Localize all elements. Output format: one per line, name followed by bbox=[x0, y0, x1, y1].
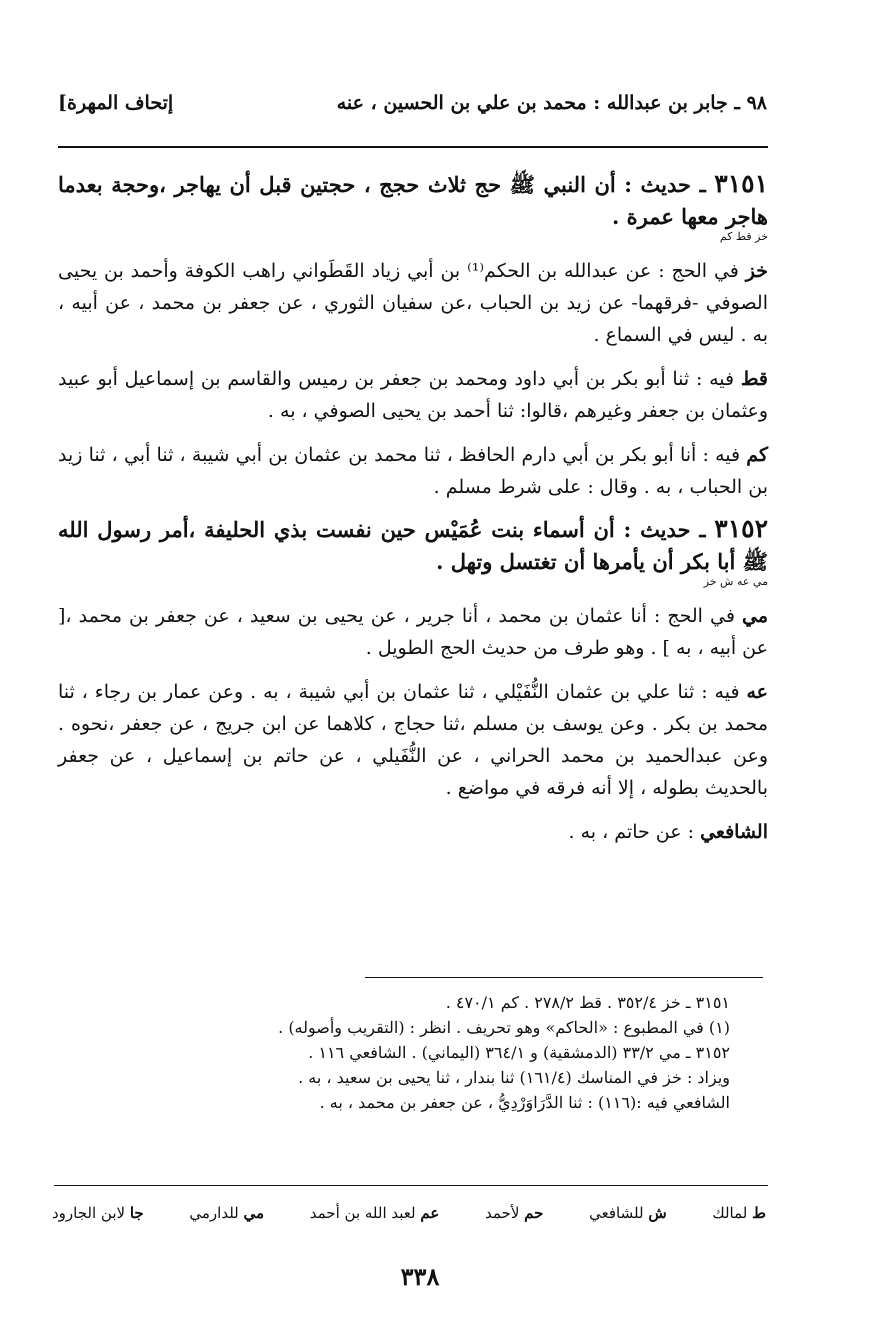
legend-code: ش bbox=[648, 1204, 667, 1222]
chain-text: : عن حاتم ، به . bbox=[568, 821, 695, 843]
source-tag: مي bbox=[742, 605, 769, 627]
hadith-text: ـ حديث : أن أسماء بنت عُمَيْس حين نفست بذي الحليفة ،أمر رسول الله ﷺ أبا بكر أن يأمرها أن تغتسل وتهل . bbox=[58, 517, 768, 574]
header-chapter-title: ٩٨ ـ جابر بن عبدالله : محمد بن علي بن الحسين ، عنه bbox=[336, 92, 767, 114]
hadith-heading bbox=[58, 168, 768, 233]
source-tag: قط bbox=[740, 368, 768, 390]
legend-rule bbox=[54, 1185, 768, 1186]
chain-paragraph bbox=[58, 439, 768, 503]
abbreviation-legend bbox=[52, 1204, 766, 1222]
legend-label: لابن الجارود bbox=[52, 1204, 126, 1222]
legend-label: للدارمي bbox=[189, 1204, 239, 1222]
running-header bbox=[58, 92, 767, 114]
header-rule bbox=[58, 146, 768, 148]
chain-paragraph bbox=[58, 600, 768, 664]
footnote-line: (١) في المطبوع : «الحاكم» وهو تحريف . انظر : (التقريب وأصوله) . bbox=[278, 1018, 730, 1037]
legend-label: لمالك bbox=[712, 1204, 748, 1222]
legend-code: مي bbox=[243, 1204, 265, 1222]
chain-paragraph bbox=[58, 363, 768, 427]
source-codes: مي عه ش خز bbox=[703, 575, 768, 588]
main-text bbox=[58, 168, 768, 848]
footnote-line: ٣١٥١ ـ خز ٣٥٢/٤ . قط ٢٧٨/٢ . كم ٤٧٠/١ . bbox=[445, 993, 730, 1012]
footnote-line: الشافعي فيه :(١١٦) : ثنا الدَّرَاوَرْدِيُّ ، عن جعفر بن محمد ، به . bbox=[319, 1093, 730, 1112]
source-tag: كم bbox=[746, 444, 768, 466]
legend-item bbox=[52, 1204, 144, 1222]
chain-text: في الحج : أنا عثمان بن محمد ، أنا جرير ، عن يحيى بن سعيد ، عن جعفر بن محمد ،[ عن أبيه ، به ] . وهو طرف من حديث الحج الطويل . bbox=[58, 605, 768, 659]
legend-label: لعبد الله بن أحمد bbox=[309, 1204, 416, 1222]
chain-text: فيه : أنا أبو بكر بن أبي دارم الحافظ ، ثنا محمد بن عثمان بن أبي شيبة ، ثنا أبي ، ثنا زيد بن الحباب ، به . وقال : على شرط مسلم . bbox=[58, 444, 768, 498]
footnote-line: ٣١٥٢ ـ مي ٣٣/٢ (الدمشقية) و ٣٦٤/١ (اليماني) . الشافعي ١١٦ . bbox=[308, 1043, 730, 1062]
page-number: ٣٣٨ bbox=[400, 1262, 440, 1291]
footnotes bbox=[190, 990, 730, 1115]
legend-code: جا bbox=[129, 1204, 144, 1222]
legend-code: ط bbox=[752, 1204, 766, 1222]
chain-text: في الحج : عن عبدالله بن الحكم⁽¹⁾ بن أبي زياد القَطَواني راهب الكوفة وأحمد بن يحيى الصوفي -فرقهما- عن زيد بن الحباب ،عن سفيان الثوري ، عن جعفر بن محمد ، عن أبيه ، به . ليس في السماع . bbox=[58, 260, 768, 346]
source-tag: عه bbox=[746, 681, 768, 703]
footnote-line: ويزاد : خز في المناسك (١٦١/٤) ثنا بندار ، ثنا يحيى بن سعيد ، به . bbox=[298, 1068, 730, 1087]
legend-item bbox=[485, 1204, 543, 1222]
legend-item bbox=[589, 1204, 667, 1222]
legend-label: لأحمد bbox=[485, 1204, 520, 1222]
source-tag: خز bbox=[745, 260, 768, 282]
chain-paragraph bbox=[58, 255, 768, 351]
chain-paragraph bbox=[58, 816, 768, 848]
header-book-title: [إتحاف المهرة bbox=[58, 92, 174, 114]
source-tag: الشافعي bbox=[700, 821, 768, 843]
legend-code: عم bbox=[420, 1204, 440, 1222]
source-codes: خز قط كم bbox=[719, 230, 768, 243]
entry-3152 bbox=[58, 513, 768, 848]
legend-item bbox=[310, 1204, 440, 1222]
hadith-heading bbox=[58, 513, 768, 578]
legend-item bbox=[712, 1204, 766, 1222]
chain-text: فيه : ثنا أبو بكر بن أبي داود ومحمد بن جعفر بن رميس والقاسم بن إسماعيل أبو عبيد وعثمان بن جعفر وغيرهم ،قالوا: ثنا أحمد بن يحيى الصوفي ، به . bbox=[58, 368, 768, 422]
hadith-text: ـ حديث : أن النبي ﷺ حج ثلاث حجج ، حجتين قبل أن يهاجر ،وحجة بعدما هاجر معها عمرة . bbox=[58, 172, 768, 229]
entry-3151 bbox=[58, 168, 768, 503]
chain-paragraph bbox=[58, 676, 768, 804]
footnote-rule bbox=[365, 977, 763, 978]
entry-number: ٣١٥١ bbox=[714, 169, 768, 198]
legend-item bbox=[189, 1204, 264, 1222]
entry-number: ٣١٥٢ bbox=[714, 514, 768, 543]
legend-code: حم bbox=[524, 1204, 544, 1222]
legend-label: للشافعي bbox=[589, 1204, 644, 1222]
chain-text: فيه : ثنا علي بن عثمان النُّفَيْلي ، ثنا عثمان بن أبي شيبة ، به . وعن عمار بن رجاء ، ثنا محمد بن بكر . وعن يوسف بن مسلم ،ثنا حجاج ، كلاهما عن ابن جريج ، عن جعفر ،نحوه . وعن عبدالحميد بن محمد الحراني ، عن النُّفَيلي ، عن حاتم بن إسماعيل ، عن جعفر بالحديث بطوله ، إلا أنه فرقه في مواضع . bbox=[58, 681, 768, 799]
